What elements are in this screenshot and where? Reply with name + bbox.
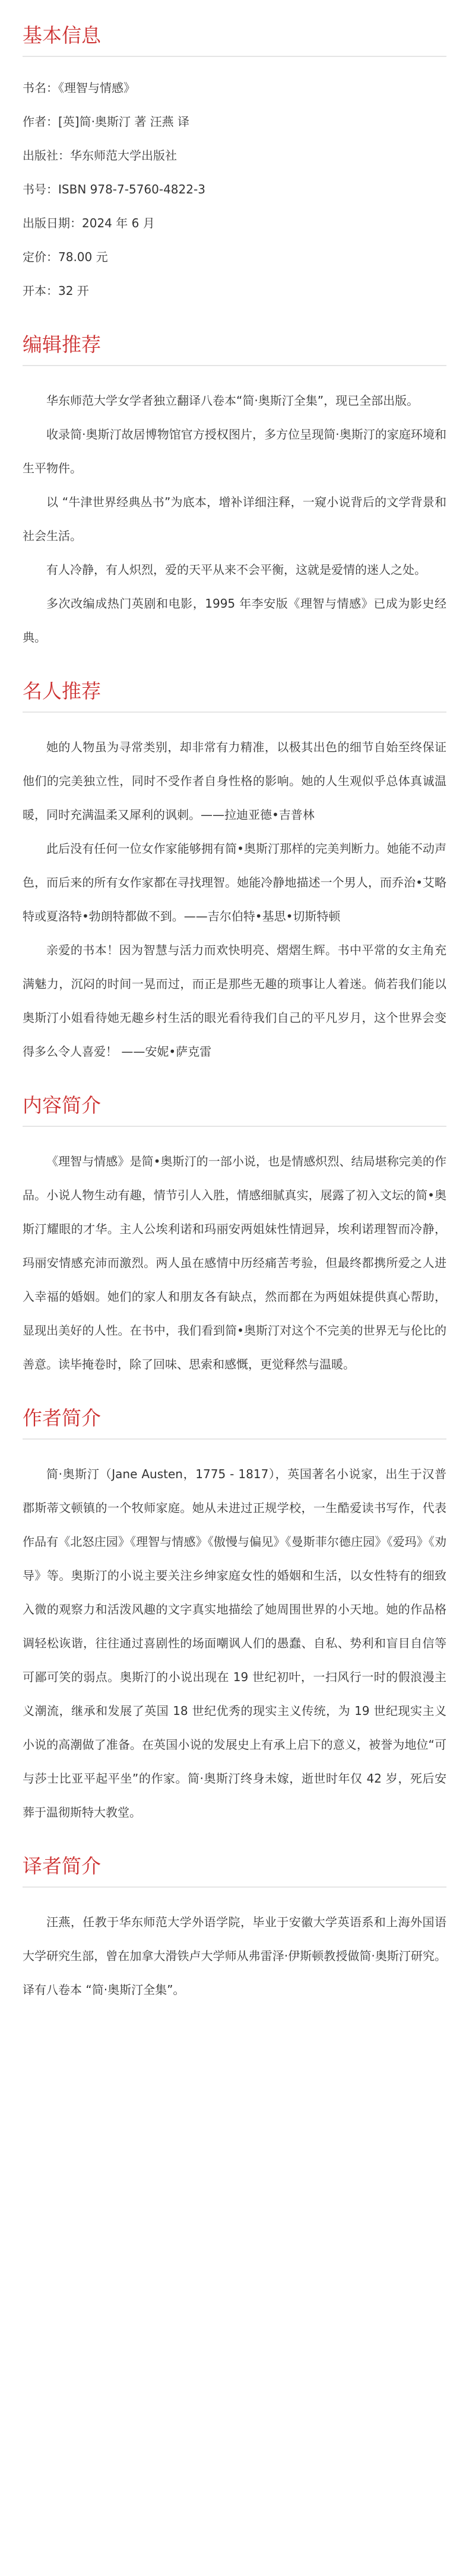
paragraph: 华东师范大学女学者独立翻译八卷本“简·奥斯汀全集”，现已全部出版。 <box>46 393 419 408</box>
celebrity-recommend-section <box>23 678 446 1069</box>
section-divider <box>23 365 446 366</box>
section-title: 名人推荐 <box>23 679 101 703</box>
paragraph: 多次改编成热门英剧和电影，1995 年李安版《理智与情感》已成为影史经典。 <box>23 596 446 644</box>
info-list <box>23 71 446 308</box>
paragraph: 收录简·奥斯汀故居博物馆官方授权图片，多方位呈现简·奥斯汀的家庭环境和生平物件。 <box>23 427 446 475</box>
info-publisher: 出版社：华东师范大学出版社 <box>23 148 177 163</box>
paragraph: 她的人物虽为寻常类别，却非常有力精准，以极其出色的细节自始至终保证他们的完美独立性，同时不受作者自身性格的影响。她的人生观似乎总体真诚温暖，同时充满温柔又犀利的讽刺。——拉迪亚德•吉普林 <box>23 740 446 822</box>
section-title: 基本信息 <box>23 24 101 47</box>
info-book-title: 书名：《理智与情感》 <box>23 81 135 95</box>
basic-info-section <box>23 23 446 308</box>
summary-section <box>23 1092 446 1381</box>
section-divider <box>23 1126 446 1127</box>
author-intro-section <box>23 1405 446 1829</box>
section-title: 译者简介 <box>23 1854 101 1878</box>
info-price: 定价：78.00 元 <box>23 250 108 264</box>
paragraph: 简·奥斯汀（Jane Austen，1775 - 1817），英国著名小说家，出生于汉普郡斯蒂文顿镇的一个牧师家庭。她从未进过正规学校，一生酷爱读书写作，代表作品有《北怒庄园》《理智与情感》《傲慢与偏见》《曼斯菲尔德庄园》《爱玛》《劝导》等。奥斯汀的小说主要关注乡绅家庭女性的婚姻和生活，以女性特有的细致入微的观察力和活泼风趣的文字真实地描绘了她周围世界的小天地。她的作品格调轻松诙谐，往往通过喜剧性的场面嘲讽人们的愚蠢、自私、势利和盲目自信等可鄙可笑的弱点。奥斯汀的小说出现在 19 世纪初叶，一扫风行一时的假浪漫主义潮流，继承和发展了英国 18 世纪优秀的现实主义传统，为 19 世纪现实主义小说的高潮做了准备。在英国小说的发展史上有承上启下的意义，被誉为地位“可与莎士比亚平起平坐”的作家。简·奥斯汀终身未嫁，逝世时年仅 42 岁，死后安葬于温彻斯特大教堂。 <box>23 1467 446 1819</box>
info-isbn: 书号：ISBN 978-7-5760-4822-3 <box>23 182 205 196</box>
paragraph: 亲爱的书本！因为智慧与活力而欢快明亮、熠熠生辉。书中平常的女主角充满魅力，沉闷的时间一晃而过，而正是那些无趣的琐事让人着迷。倘若我们能以奥斯汀小姐看待她无趣乡村生活的眼光看待我们自己的平凡岁月，这个世界会变得多么令人喜爱！ ——安妮•萨克雷 <box>23 943 446 1059</box>
section-title: 作者简介 <box>23 1406 101 1430</box>
paragraph: 汪燕，任教于华东师范大学外语学院，毕业于安徽大学英语系和上海外国语大学研究生部，曾在加拿大滑铁卢大学师从弗雷泽·伊斯顿教授做简·奥斯汀研究。译有八卷本 “简·奥斯汀全集”。 <box>23 1915 446 1997</box>
section-title: 内容简介 <box>23 1094 101 1117</box>
paragraph: 以 “牛津世界经典丛书”为底本，增补详细注释，一窥小说背后的文学背景和社会生活。 <box>23 495 446 543</box>
section-divider <box>23 56 446 57</box>
paragraph: 此后没有任何一位女作家能够拥有简•奥斯汀那样的完美判断力。她能不动声色，而后来的所有女作家都在寻找理智。她能冷静地描述一个男人，而乔治•艾略特或夏洛特•勃朗特都做不到。——吉尔伯特•基思•切斯特顿 <box>23 841 446 923</box>
info-publish-date: 出版日期：2024 年 6 月 <box>23 216 155 230</box>
section-divider <box>23 1886 446 1888</box>
info-format: 开本：32 开 <box>23 284 89 298</box>
section-divider <box>23 712 446 713</box>
paragraph: 《理智与情感》是简•奥斯汀的一部小说，也是情感炽烈、结局堪称完美的作品。小说人物生动有趣，情节引人入胜，情感细腻真实，展露了初入文坛的简•奥斯汀耀眼的才华。主人公埃利诺和玛丽安两姐妹性情迥异，埃利诺理智而冷静，玛丽安情感充沛而激烈。两人虽在感情中历经痛苦考验，但最终都携所爱之人进入幸福的婚姻。她们的家人和朋友各有缺点，然而都在为两姐妹提供真心帮助，显现出美好的人性。在书中，我们看到简•奥斯汀对这个不完美的世界无与伦比的善意。读毕掩卷时，除了回味、思索和感慨，更觉释然与温暖。 <box>23 1154 446 1371</box>
paragraph: 有人冷静，有人炽烈，爱的天平从来不会平衡，这就是爱情的迷人之处。 <box>46 563 426 577</box>
translator-intro-section <box>23 1853 446 2007</box>
info-author: 作者：[英]简·奥斯汀 著 汪燕 译 <box>23 115 190 129</box>
section-divider <box>23 1438 446 1440</box>
section-title: 编辑推荐 <box>23 333 101 356</box>
editor-recommend-section <box>23 332 446 655</box>
